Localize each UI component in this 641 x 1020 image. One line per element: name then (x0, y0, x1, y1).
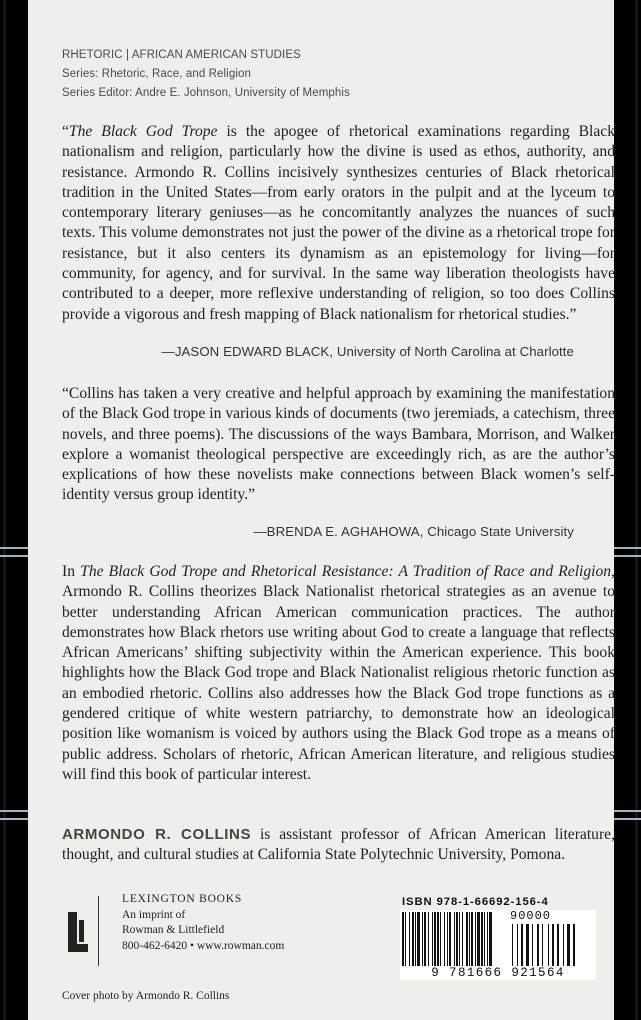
isbn-label: ISBN 978-1-66692-156-4 (402, 896, 549, 908)
publisher-name: LEXINGTON BOOKS (122, 893, 243, 905)
barcode-bars (400, 910, 596, 972)
description-text: , Armondo R. Collins theorizes Black Nationalist rhetorical strategies as an avenue to better understanding African American communication practices. The author demonstrates how Black rhetors use writing about God to create a language that reflects African Americans’ shifting subjectivity within the American experience. This book highlights how the Black God trope and Black Nationalist religious rhetoric function as an embodied rhetoric. Collins also addresses how the Black God trope functions as a gendered critique of white western patriarchy, to demonstrate how an ideological position like womanism is voiced by authors using the Black God trope as a means of public address. Scholars of rhetoric, African American literature, and religious studies will find this book of particular interest. (62, 563, 615, 783)
lexington-logo-icon (62, 898, 92, 964)
right-accent-line (614, 547, 641, 549)
blurb-brenda-aghahowa: “Collins has taken a very creative and helpful approach by examining the manifestation of the Black God trope in various kinds of documents (two jeremiads, a catechism, three novels, and three poems). The discussions of the ways Bambara, Morrison, and Walker explore a womanist theological perspective are exceedingly rich, as are the author’s explications of how these novelists make connections between Black women’s self-identity versus group identity.” (62, 385, 615, 504)
cover-photo-credit: Cover photo by Armondo R. Collins (62, 990, 230, 1002)
cover-panel (28, 0, 614, 1020)
left-accent-line (0, 818, 28, 820)
right-accent-line (614, 810, 641, 812)
open-quote: “ (62, 123, 69, 140)
series-editor: Series Editor: Andre E. Johnson, University of Memphis (62, 87, 350, 99)
right-edge-stripe (635, 0, 641, 1020)
price-addon: 90000 (510, 909, 552, 923)
blurb-jason-black (62, 122, 615, 325)
blurb-attribution: —BRENDA E. AGHAHOWA, Chicago State University (253, 524, 574, 539)
blurb-text: is the apogee of rhetorical examinations regarding Black nationalism and religion, particularly how the divine is used as ethos, authority, and resistance. Armondo R. Collins incisively synthesizes centuries of Black rhetorical tradition in the United States—from early orators in the pulpit and at the lyceum to contemporary literary geniuses—as he concomitantly analyzes the nuances of such texts. This volume demonstrates not just the power of the divine as a rhetorical trope for resistance, but it also centers its dynamism as an epistemology for living—for community, for agency, and for survival. In the same way liberation theologists have contributed to a deeper, more reflexive understanding of religion, so too does Collins provide a vigorous and fresh mapping of Black nationalism for rhetorical studies.” (62, 123, 615, 323)
left-accent-line (0, 547, 28, 549)
series-name: Series: Rhetoric, Race, and Religion (62, 68, 251, 80)
publisher-imprint: An imprint of (122, 908, 186, 921)
book-full-title: The Black God Trope and Rhetorical Resistance: A Tradition of Race and Religion (80, 563, 612, 580)
left-accent-line (0, 810, 28, 812)
publisher-contact: 800-462-6420 • www.rowman.com (122, 939, 285, 952)
publisher-divider (98, 896, 99, 966)
isbn-barcode (400, 910, 596, 972)
publisher-block (62, 892, 322, 976)
subject-category: RHETORIC | AFRICAN AMERICAN STUDIES (62, 49, 301, 61)
barcode-digits: 9 781666 921564 (400, 966, 596, 980)
book-title-italic: The Black God Trope (68, 123, 218, 140)
publisher-parent: Rowman & Littlefield (122, 924, 225, 936)
right-accent-line (614, 555, 641, 557)
left-accent-line (0, 555, 28, 557)
series-header (62, 46, 350, 103)
left-edge-stripe (0, 0, 6, 1020)
publisher-info (122, 892, 284, 954)
book-description (62, 562, 615, 785)
author-name: ARMONDO R. COLLINS (62, 826, 252, 843)
author-bio-text: is assistant professor of African American literature, thought, and cultural studies at California State Polytechnic University, Pomona. (62, 826, 615, 864)
right-accent-line (614, 818, 641, 820)
author-bio (62, 825, 615, 866)
blurb-attribution: —JASON EDWARD BLACK, University of North Carolina at Charlotte (161, 344, 574, 359)
description-lead: In (62, 563, 81, 580)
